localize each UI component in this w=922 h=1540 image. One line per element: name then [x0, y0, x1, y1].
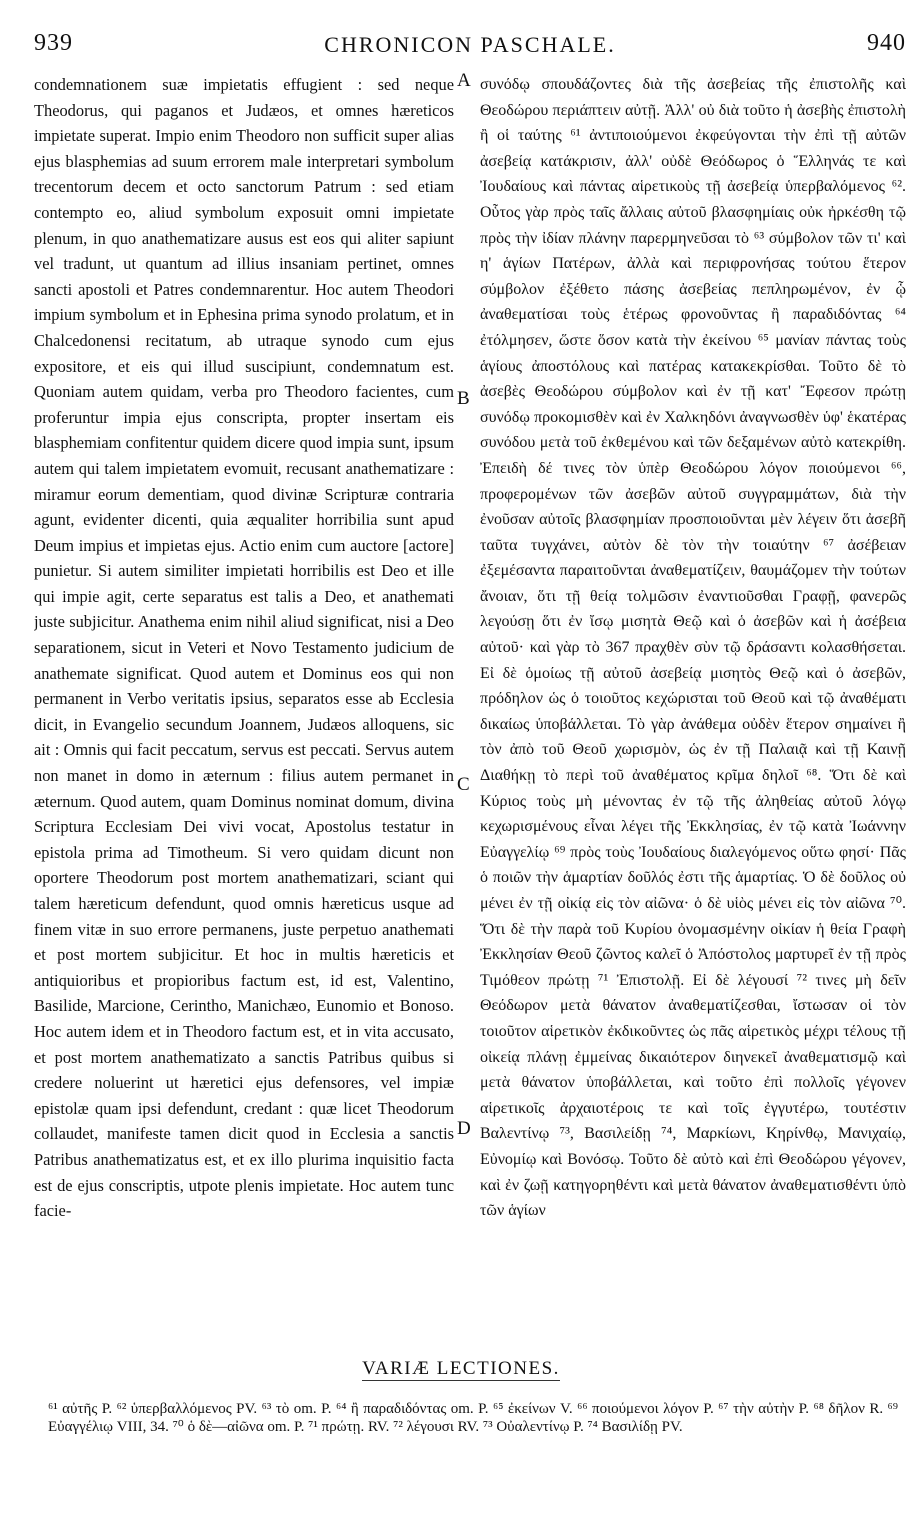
margin-marker-a: A [457, 70, 471, 91]
latin-text: condemnationem suæ impietatis effugient : sed neque Theodorus, qui paganos et Judæos, et omnes hæreticos impietate superat. Impio enim Theodoro non sufficit super alias ejus blasphemias ad suum errorem male interpretari symbolum trecentorum decem et octo sanctorum Patrum : sed etiam contempto eo, aliud symbolum exposuit omni impietate plenum, in quo anathematizare ausus est eos qui aliter sapiunt vel tradunt, ut quantum ad illius insaniam pertinet, omnes sancti apostoli et Patres condemnarentur. Hoc autem Theodori impium symbolum et in Ephesina prima synodo prolatum, et in Chalcedonensi recitatum, ab utraque synodo cum ejus expositore, et eis qui illud suscipiunt, condemnatum est. Quoniam autem quidam, verba pro Theodoro facientes, cum proferuntur impia ejus conscripta, propter insertam eis blasphemiam confitentur quidem dicere quod impia sunt, ipsum autem qui talem impietatem evomuit, recusant anathematizare : miramur eorum dementiam, quod divinæ Scripturæ contraria agunt, evidenter dicenti, quia æqualiter horribilia sunt apud Deum impius et impietas ejus. Actio enim cum auctore [actore] punietur. Si autem similiter impietati horribilis est Deo et ille qui impie agit, certe separatus est talis a Deo, et anathemati juste subjicitur. Anathema enim nihil aliud significat, nisi a Deo separationem, sicut in Veteri et Novo Testamento judicium de anathemate significat. Quod autem et Dominus eos qui non permanent in Verbo veritatis ipsius, separatos esse ab Ecclesia dicit, in Evangelio secundum Joannem, Judæos alloquens, sic ait : Omnis qui facit peccatum, servus est peccati. Servus autem non manet in domo in æternum : filius autem permanet in æternum. Quod autem, quam Dominus nominat domum, divina Scriptura Ecclesiam Dei vivi vocat, Apostolus testatur in epistola prima ad Timotheum. Si vero quidam dicunt non oportere Theodorum post mortem anathematizari, sciant qui talem hæreticum defendunt, quod omnis hæreticus usque ad finem vitæ in suo errore permanens, juste perpetuo anathemati et post mortem subjicitur. Et hoc in multis hæreticis et antiquioribus et propioribus factum est, id est, Valentino, Basilide, Marcione, Cerintho, Manichæo, Eunomio et Bonoso. Hoc autem idem et in Theodoro factum est, et in vita accusato, et post mortem anathematizato a sanctis Patribus quibus si credere noluerint ut hæretici ejus defensores, vel impiæ epistolæ quam ipsi defendunt, credant : quæ licet Theodorum collaudet, manifeste tamen dicit quod in Ecclesia a sanctis Patribus anathematizatus est, et ex illo plurima inquisitio facta est de ejus conscriptis, utpote plenis impietate. Hoc autem tunc facie- [34, 75, 454, 1221]
running-header [34, 30, 906, 66]
greek-column [480, 72, 906, 1272]
variae-lectiones-notes [48, 1400, 898, 1436]
margin-marker-c: C [457, 774, 470, 795]
margin-marker-b: B [457, 388, 470, 409]
page-number-left: 939 [34, 30, 73, 56]
variae-lectiones-title: VARIÆ LECTIONES. [362, 1358, 560, 1379]
margin-marker-d: D [457, 1118, 471, 1139]
variae-lectiones-heading [0, 1358, 922, 1380]
latin-column [34, 72, 454, 1272]
page-number-right: 940 [867, 30, 906, 56]
greek-text: συνόδῳ σπουδάζοντες διὰ τῆς ἀσεβείας τῆς ἐπιστολῆς καὶ Θεοδώρου περιάπτειν αὐτῇ. Ἀλλ' οὐ διὰ τοῦτο ἡ ἀσεβὴς ἐπιστολὴ ἢ οἱ ταύτης ⁶¹ ἀντιποιούμενοι ἐκφεύγονται τὴν ἐπὶ τῇ αὐτῶν ἀσεβείᾳ κατάκρισιν, ἀλλ' οὐδὲ Θεόδωρος ὁ Ἕλληνάς τε καὶ Ἰουδαίους καὶ πάντας αἱρετικοὺς τῇ ἀσεβείᾳ ὑπερβαλόμενος ⁶². Οὗτος γὰρ πρὸς ταῖς ἄλλαις αὐτοῦ βλασφημίαις οὐκ ἠρκέσθη τῷ πρὸς τὴν ἰδίαν πλάνην παρερμηνεῦσαι τὸ ⁶³ σύμβολον τῶν τι' καὶ η' ἁγίων Πατέρων, ἀλλὰ καὶ περιφρονήσας τούτου ἕτερον σύμβολον ἐξέθετο πάσης ἀσεβείας πεπληρωμένον, ἐν ᾧ ἀναθεματίσαι τοὺς ἑτέρως φρονοῦντας ἢ παραδιδόντας ⁶⁴ ἐτόλμησεν, ὥστε ὅσον κατὰ τὴν ἐκείνου ⁶⁵ μανίαν πάντας τοὺς ἁγίους ἀποστόλους καὶ πατέρας κατακεκρίσθαι. Τοῦτο δὲ τὸ ἀσεβὲς Θεοδώρου σύμβολον καὶ ἐν τῇ κατ' Ἔφεσον πρώτῃ συνόδῳ προκομισθὲν καὶ ἐν Χαλκηδόνι ἀναγνωσθὲν ὑφ' ἑκατέρας συνόδου μετὰ τοῦ ἐκθεμένου καὶ τῶν δεξαμένων αὐτὸ κατεκρίθη. Ἐπειδὴ δέ τινες τὸν ὑπὲρ Θεοδώρου λόγον ποιούμενοι ⁶⁶, προφερομένων τῶν ἀσεβῶν αὐτοῦ συγγραμμάτων, διὰ τὴν ἐνοῦσαν αὐτοῖς βλασφημίαν προσποιοῦνται μὲν λέγειν ὅτι ἀσεβῆ ταῦτα τυγχάνει, αὐτὸν δὲ τὸν τὴν τοιαύτην ⁶⁷ ἀσέβειαν ἐξεμέσαντα παραιτοῦνται ἀναθεματίζειν, θαυμάζομεν τὴν τούτων ἄνοιαν, ὅτι τῇ θείᾳ τολμῶσιν ἐναντιοῦσθαι Γραφῇ, φανερῶς λεγούσῃ ὅτι ἐν ἴσῳ μισητὰ Θεῷ καὶ ὁ ἀσεβῶν καὶ ἡ ἀσέβεια αὐτοῦ· καὶ γὰρ τὸ 367 πραχθὲν σὺν τῷ δράσαντι κολασθήσεται. Εἰ δὲ ὁμοίως τῇ αὐτοῦ ἀσεβείᾳ μισητὸς Θεῷ καὶ ὁ ἀσεβῶν, πρόδηλον ὡς ὁ τοιοῦτος κεχώρισται τοῦ Θεοῦ καὶ τῷ ἀναθέματι δικαίως ὑποβάλλεται. Τὸ γὰρ ἀνάθεμα οὐδὲν ἕτερον σημαίνει ἢ τὸν ἀπὸ τοῦ Θεοῦ χωρισμὸν, ὡς ἐν τῇ Παλαιᾷ καὶ τῇ Καινῇ Διαθήκῃ τὸ περὶ τοῦ ἀναθέματος κρῖμα δηλοῖ ⁶⁸. Ὅτι δὲ καὶ Κύριος τοὺς μὴ μένοντας ἐν τῷ τῆς ἀληθείας αὐτοῦ λόγῳ κεχωρισμένους εἶναι λέγει τῆς Ἐκκλησίας, ἐν τῷ κατὰ Ἰωάννην Εὐαγγελίῳ ⁶⁹ πρὸς τοὺς Ἰουδαίους διαλεγόμενος οὕτω φησί· Πᾶς ὁ ποιῶν τὴν ἁμαρτίαν δοῦλός ἐστι τῆς ἁμαρτίας. Ὁ δὲ δοῦλος οὐ μένει ἐν τῇ οἰκίᾳ εἰς τὸν αἰῶνα· ὁ δὲ υἱὸς μένει εἰς τὸν αἰῶνα ⁷⁰. Ὅτι δὲ τὴν παρὰ τοῦ Κυρίου ὀνομασμένην οἰκίαν ἡ θεία Γραφὴ Ἐκκλησίαν Θεοῦ ζῶντος καλεῖ ὁ Ἀπόστολος μαρτυρεῖ ἐν τῇ πρὸς Τιμόθεον πρώτῃ ⁷¹ Ἐπιστολῇ. Εἰ δὲ λέγουσί ⁷² τινες μὴ δεῖν Θεόδωρον μετὰ θάνατον ἀναθεματίζεσθαι, ἴστωσαν οἱ τὸν τοιοῦτον αἱρετικὸν ἐκδικοῦντες ὡς πᾶς αἱρετικὸς μέχρι τέλους τῇ οἰκείᾳ πλάνῃ ἐμμείνας δικαιότερον διηνεκεῖ ἀναθεματισμῷ καὶ μετὰ θάνατον ὑποβάλλεται, καὶ τοῦτο ἐπὶ πολλοῖς γέγονεν αἱρετικοῖς ἀρχαιοτέροις τε καὶ τοῖς ἐγγυτέρω, τουτέστιν Βαλεντίνῳ ⁷³, Βασιλείδῃ ⁷⁴, Μαρκίωνι, Κηρίνθῳ, Μανιχαίῳ, Εὐνομίῳ καὶ Βονόσῳ. Τοῦτο δὲ αὐτὸ καὶ ἐπὶ Θεοδώρου γέγονεν, καὶ ἐν ζωῇ κατηγορηθέντι καὶ μετὰ θάνατον ἀναθεματισθέντι ὑπὸ τῶν ἁγίων [480, 76, 906, 1220]
running-title: CHRONICON PASCHALE. [324, 32, 616, 57]
notes-text: ⁶¹ αὐτῆς P. ⁶² ὑπερβαλλόμενος PV. ⁶³ τὸ om. P. ⁶⁴ ἢ παραδιδόντας om. P. ⁶⁵ ἐκείνων V. ⁶⁶ ποιούμενοι λόγον P. ⁶⁷ τὴν αὐτὴν P. ⁶⁸ δῆλον R. ⁶⁹ Εὐαγγέλιῳ VIII, 34. ⁷⁰ ὁ δὲ—αἰῶνα om. P. ⁷¹ πρώτῃ. RV. ⁷² λέγουσι RV. ⁷³ Οὐαλεντίνῳ P. ⁷⁴ Βασιλίδῃ PV. [48, 1401, 898, 1435]
